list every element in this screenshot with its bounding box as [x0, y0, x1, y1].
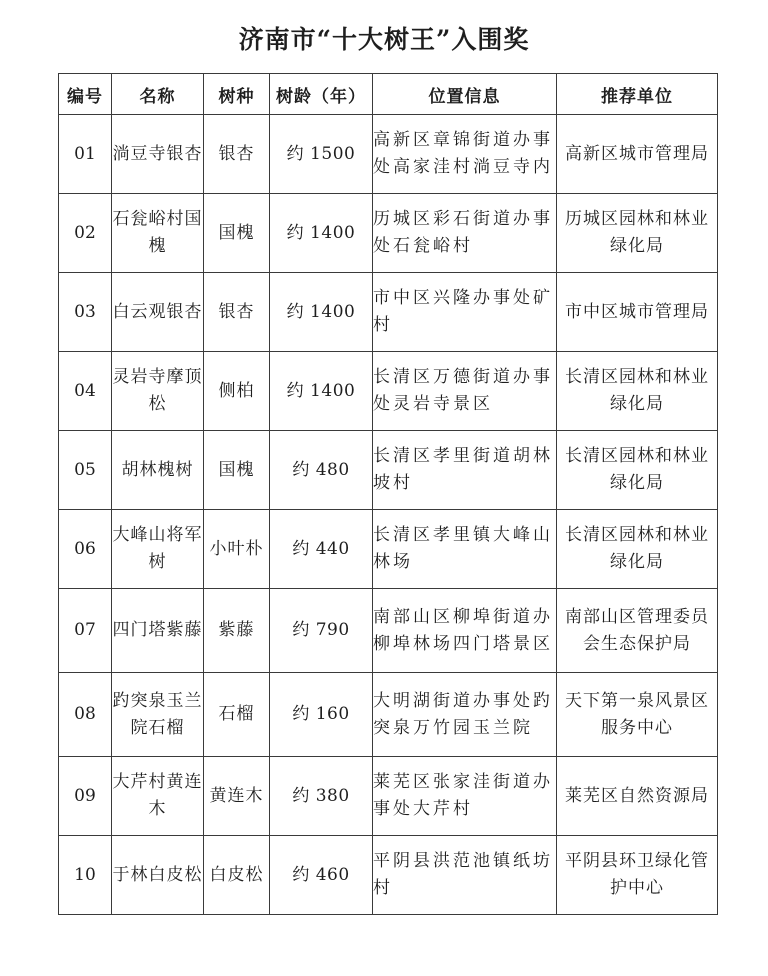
cell-age: 约 480 [270, 431, 373, 510]
cell-name: 于林白皮松 [112, 836, 204, 915]
tree-king-table [58, 73, 718, 915]
cell-name: 大峰山将军树 [112, 510, 204, 589]
cell-number: 04 [59, 352, 112, 431]
header-name: 名称 [112, 74, 204, 115]
cell-species: 银杏 [204, 273, 270, 352]
cell-recommender: 历城区园林和林业绿化局 [557, 194, 718, 273]
cell-age: 约 380 [270, 757, 373, 836]
cell-location: 历城区彩石街道办事处石瓮峪村 [373, 194, 557, 273]
cell-age: 约 440 [270, 510, 373, 589]
cell-species: 紫藤 [204, 589, 270, 673]
cell-recommender: 高新区城市管理局 [557, 115, 718, 194]
cell-species: 白皮松 [204, 836, 270, 915]
cell-name: 淌豆寺银杏 [112, 115, 204, 194]
table-row [59, 757, 718, 836]
table-row [59, 352, 718, 431]
table-header-row [59, 74, 718, 115]
cell-location: 市中区兴隆办事处矿村 [373, 273, 557, 352]
table-row [59, 673, 718, 757]
document-title: 济南市“十大树王”入围奖 [238, 25, 530, 54]
cell-species: 国槐 [204, 431, 270, 510]
cell-location: 莱芜区张家洼街道办事处大芹村 [373, 757, 557, 836]
cell-age: 约 1400 [270, 352, 373, 431]
cell-age: 约 1400 [270, 273, 373, 352]
cell-location: 高新区章锦街道办事处高家洼村淌豆寺内 [373, 115, 557, 194]
cell-recommender: 天下第一泉风景区服务中心 [557, 673, 718, 757]
table-row [59, 194, 718, 273]
cell-location: 长清区万德街道办事处灵岩寺景区 [373, 352, 557, 431]
cell-name: 大芹村黄连木 [112, 757, 204, 836]
cell-number: 09 [59, 757, 112, 836]
cell-number: 01 [59, 115, 112, 194]
cell-location: 长清区孝里镇大峰山林场 [373, 510, 557, 589]
cell-number: 08 [59, 673, 112, 757]
table-row [59, 510, 718, 589]
cell-species: 银杏 [204, 115, 270, 194]
cell-recommender: 长清区园林和林业绿化局 [557, 431, 718, 510]
cell-name: 石瓮峪村国槐 [112, 194, 204, 273]
cell-location: 平阴县洪范池镇纸坊村 [373, 836, 557, 915]
cell-age: 约 460 [270, 836, 373, 915]
header-recommender: 推荐单位 [557, 74, 718, 115]
table-row [59, 431, 718, 510]
cell-recommender: 平阴县环卫绿化管护中心 [557, 836, 718, 915]
cell-number: 07 [59, 589, 112, 673]
cell-recommender: 长清区园林和林业绿化局 [557, 510, 718, 589]
cell-species: 石榴 [204, 673, 270, 757]
cell-number: 05 [59, 431, 112, 510]
table-row [59, 115, 718, 194]
cell-number: 02 [59, 194, 112, 273]
cell-age: 约 790 [270, 589, 373, 673]
cell-number: 03 [59, 273, 112, 352]
cell-recommender: 莱芜区自然资源局 [557, 757, 718, 836]
cell-name: 四门塔紫藤 [112, 589, 204, 673]
cell-age: 约 1500 [270, 115, 373, 194]
cell-number: 10 [59, 836, 112, 915]
cell-species: 黄连木 [204, 757, 270, 836]
table-row [59, 589, 718, 673]
cell-name: 趵突泉玉兰院石榴 [112, 673, 204, 757]
header-number: 编号 [59, 74, 112, 115]
cell-recommender: 市中区城市管理局 [557, 273, 718, 352]
cell-name: 胡林槐树 [112, 431, 204, 510]
header-age: 树龄（年） [270, 74, 373, 115]
cell-age: 约 160 [270, 673, 373, 757]
cell-location: 南部山区柳埠街道办柳埠林场四门塔景区 [373, 589, 557, 673]
cell-recommender: 南部山区管理委员会生态保护局 [557, 589, 718, 673]
table-row [59, 273, 718, 352]
cell-name: 白云观银杏 [112, 273, 204, 352]
cell-age: 约 1400 [270, 194, 373, 273]
cell-name: 灵岩寺摩顶松 [112, 352, 204, 431]
cell-species: 小叶朴 [204, 510, 270, 589]
cell-location: 大明湖街道办事处趵突泉万竹园玉兰院 [373, 673, 557, 757]
cell-recommender: 长清区园林和林业绿化局 [557, 352, 718, 431]
cell-number: 06 [59, 510, 112, 589]
cell-location: 长清区孝里街道胡林坡村 [373, 431, 557, 510]
header-location: 位置信息 [373, 74, 557, 115]
header-species: 树种 [204, 74, 270, 115]
cell-species: 国槐 [204, 194, 270, 273]
cell-species: 侧柏 [204, 352, 270, 431]
table-row [59, 836, 718, 915]
